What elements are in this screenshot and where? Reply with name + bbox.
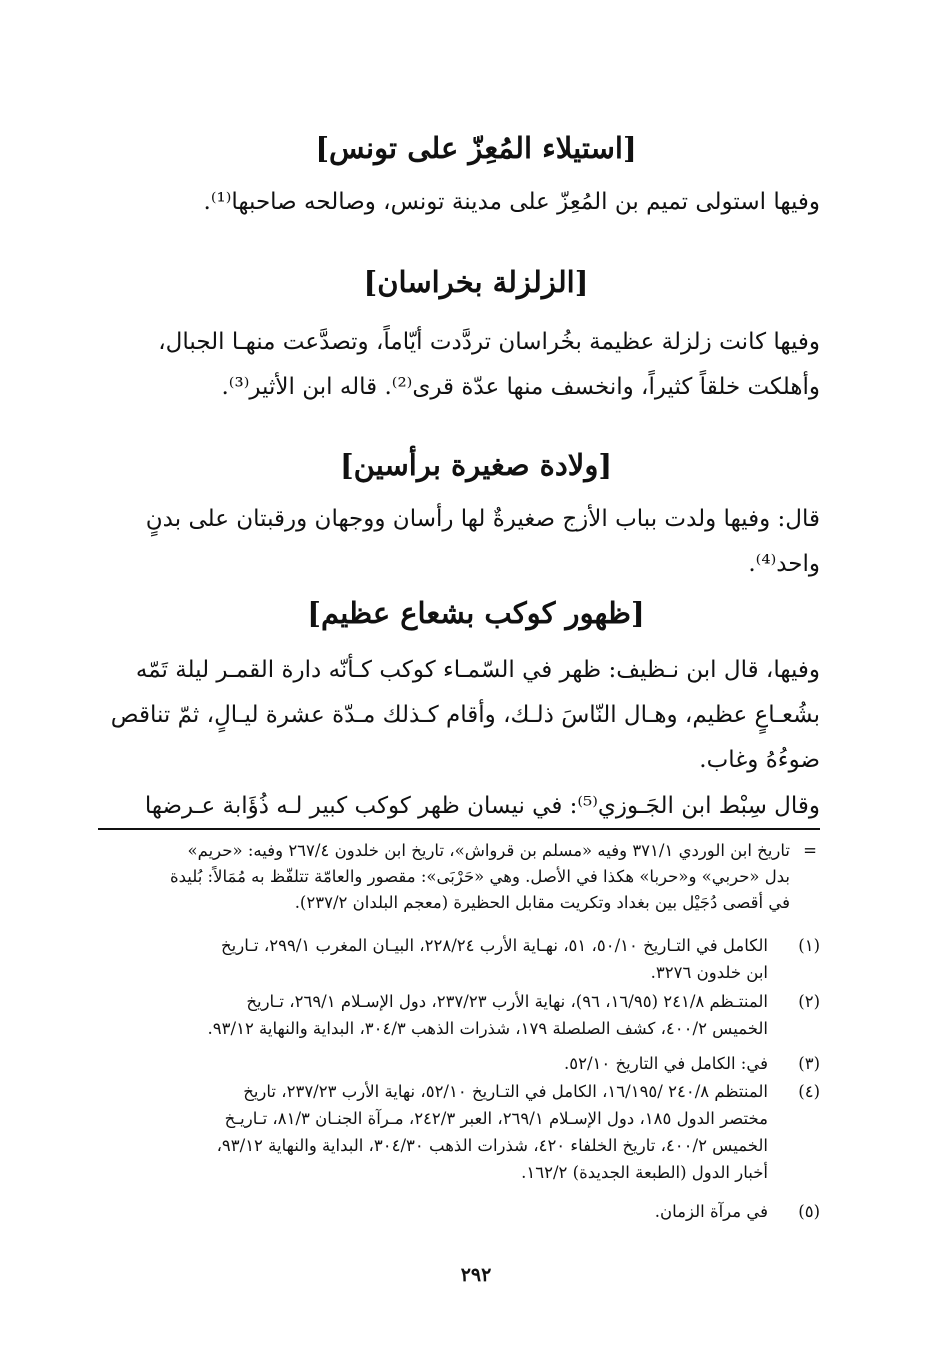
footnote-line: بدل «حربي» و«حربا» هكذا في الأصل. وهي «حَرْبَى»: مقصور والعامّة تتلفّظ به مُمَالاً: بُليدة xyxy=(169,867,790,886)
footnote-body xyxy=(98,1198,768,1225)
footnote-number: (١) xyxy=(798,936,820,955)
footnote-number: (٣) xyxy=(798,1054,820,1073)
footnote-body xyxy=(98,988,768,1042)
footnote-body xyxy=(98,838,790,916)
paragraph-line: ضوءُهُ وغاب. xyxy=(699,747,820,773)
paragraph-two-headed-girl xyxy=(98,497,820,587)
paragraph-line: وأهلكت خلقاً كثيراً، وانخسف منها عدّة قرى⁽²⁾. قاله ابن الأثير⁽³⁾. xyxy=(221,374,820,400)
footnote-line: في: الكامل في التاريخ ٥٢/١٠. xyxy=(564,1054,768,1073)
heading-comet: [ظهور كوكب بشعاع عظيم] xyxy=(307,596,645,630)
paragraph-sibt-ibn-jawzi xyxy=(98,784,820,829)
footnote-line: ابن خلدون ٣٢٧٦. xyxy=(650,963,768,982)
footnote-number: (٢) xyxy=(798,992,820,1011)
heading-two-headed-girl: [ولادة صغيرة برأسين] xyxy=(339,448,613,482)
footnote-number: (٤) xyxy=(798,1082,820,1101)
footnote-line: مختصر الدول ١٨٥، دول الإسـلام ٢٦٩/١، العبر ٢٤٢/٣، مـرآة الجنـان ٨١/٣، تـاريـخ xyxy=(224,1109,768,1128)
footnote-3 xyxy=(98,1050,820,1077)
footnote-body xyxy=(98,1078,768,1186)
paragraph-muizz-tunis xyxy=(98,180,820,225)
paragraph-comet xyxy=(98,648,820,783)
paragraph-line: قال: وفيها ولدت بباب الأزج صغيرةٌ لها رأسان ووجهان ورقبتان على بدنٍ xyxy=(145,506,820,532)
page-number: ٢٩٢ xyxy=(460,1264,492,1286)
footnote-line: تاريخ ابن الوردي ٣٧١/١ وفيه «مسلم بن قرواش»، تاريخ ابن خلدون ٢٦٧/٤ وفيه: «حريم» xyxy=(187,841,790,860)
footnote-divider xyxy=(98,828,820,830)
paragraph-line: وفيها استولى تميم بن المُعِزّ على مدينة تونس، وصالحه صاحبها⁽¹⁾. xyxy=(203,189,820,215)
footnote-1 xyxy=(98,932,820,986)
footnote-line: في أقصى دُجَيْل بين بغداد وتكريت مقابل الحظيرة (معجم البلدان ٢٣٧/٢). xyxy=(294,893,790,912)
footnote-body xyxy=(98,1050,768,1077)
footnote-line: في مرآة الزمان. xyxy=(654,1202,768,1221)
footnote-body xyxy=(98,932,768,986)
paragraph-line: وقال سِبْط ابن الجَـوزي⁽⁵⁾: في نيسان ظهر كوكب كبير لـه ذُؤَابة عـرضها xyxy=(144,793,820,819)
footnote-line: الكامل في التـاريخ ٥٠/١٠، ٥١، نهـاية الأرب ٢٢٨/٢٤، البيـان المغرب ٢٩٩/١، تـاريخ xyxy=(220,936,768,955)
footnote-5 xyxy=(98,1198,820,1225)
footnote-2 xyxy=(98,988,820,1042)
footnote-continuation-marker: = xyxy=(803,841,817,860)
footnote-number: (٥) xyxy=(798,1202,820,1221)
footnote-line: الخميس ٤٠٠/٢، كشف الصلصلة ١٧٩، شذرات الذهب ٣٠٤/٣، البداية والنهاية ٩٣/١٢. xyxy=(207,1019,768,1038)
heading-khurasan-earthquake: [الزلزلة بخراسان] xyxy=(363,265,589,299)
footnote-line: الخميس ٤٠٠/٢، تاريخ الخلفاء ٤٢٠، شذرات الذهب ٣٠٤/٣٠، البداية والنهاية ٩٣/١٢، xyxy=(216,1136,768,1155)
paragraph-line: واحد⁽⁴⁾. xyxy=(748,551,820,577)
paragraph-khurasan-earthquake xyxy=(98,320,820,410)
heading-muizz-tunis: [استيلاء المُعِزّ على تونس] xyxy=(315,131,637,165)
footnote-line: أخبار الدول (الطبعة الجديدة) ١٦٢/٢. xyxy=(521,1163,768,1182)
footnote-line: المنتـظم ٢٤١/٨ (١٦/٩٥، ٩٦)، نهاية الأرب ٢٣٧/٢٣، دول الإسـلام ٢٦٩/١، تـاريخ xyxy=(246,992,768,1011)
paragraph-line: وفيها كانت زلزلة عظيمة بخُراسان تردَّدت أيّاماً، وتصدَّعت منهـا الجبال، xyxy=(158,329,820,355)
footnote-4 xyxy=(98,1078,820,1186)
footnote-line: المنتظم ٢٤٠/٨ /١٦/١٩٥، الكامل في التـاريخ ٥٢/١٠، نهاية الأرب ٢٣٧/٢٣، تاريخ xyxy=(243,1082,768,1101)
paragraph-line: بشُعـاعٍ عظيم، وهـال النّاسَ ذلـك، وأقام كـذلك مـدّة عشرة ليـالٍ، ثمّ تناقص xyxy=(110,702,820,728)
footnote-continuation xyxy=(98,838,820,916)
paragraph-line: وفيها، قال ابن نـظيف: ظهر في السّمـاء كوكب كـأنّه دارة القمـر ليلة تَمّه xyxy=(135,657,820,683)
